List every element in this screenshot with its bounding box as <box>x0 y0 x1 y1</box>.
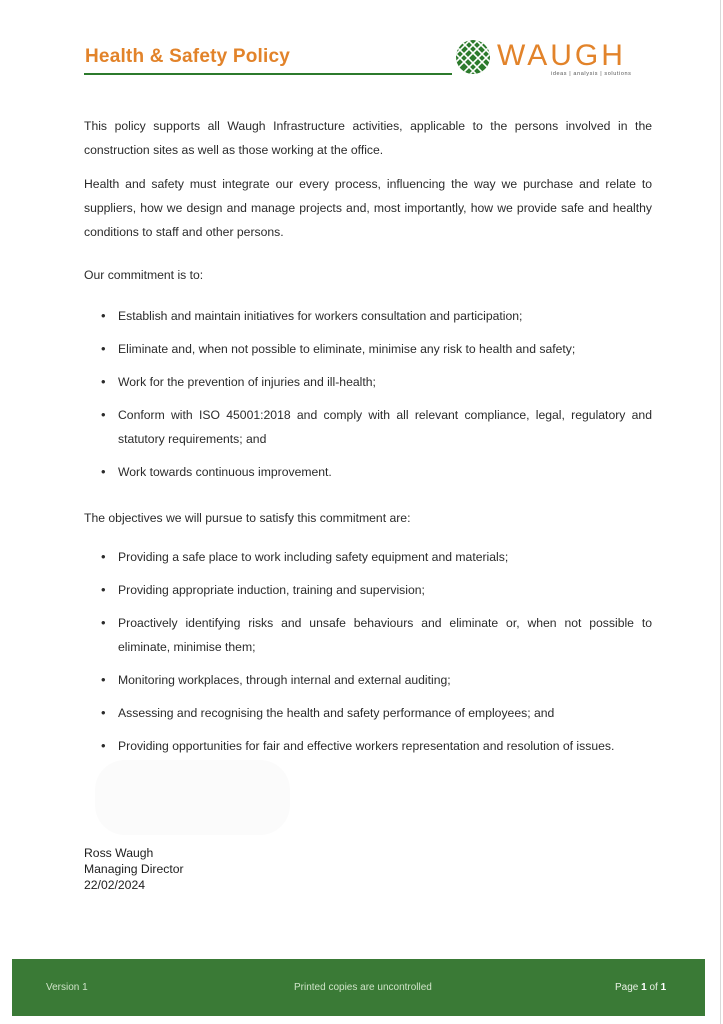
list-item: • Conform with ISO 45001:2018 and comply with all relevant compliance, legal, regulatory and statutory requirements; and <box>84 403 652 451</box>
list-item: • Assessing and recognising the health and safety performance of employees; and <box>84 701 652 725</box>
commitment-list <box>84 304 652 484</box>
page-title: Health & Safety Policy <box>85 46 291 67</box>
page-current: 1 <box>641 982 647 993</box>
list-item: • Work towards continuous improvement. <box>84 460 652 484</box>
list-item: • Providing opportunities for fair and effective workers representation and resolution of issues. <box>84 734 652 758</box>
list-item: • Providing a safe place to work including safety equipment and materials; <box>84 545 652 569</box>
title-divider <box>84 73 452 75</box>
page-total: 1 <box>660 982 667 993</box>
page-label: Page <box>615 982 639 993</box>
objectives-heading: The objectives we will pursue to satisfy this commitment are: <box>84 511 411 525</box>
footer-notice: Printed copies are uncontrolled <box>294 982 432 993</box>
objectives-list <box>84 545 652 758</box>
page-footer <box>12 959 705 1016</box>
list-item: • Establish and maintain initiatives for workers consultation and participation; <box>84 304 652 328</box>
signature-area <box>95 760 290 835</box>
signatory-block <box>84 845 184 893</box>
commitment-heading: Our commitment is to: <box>84 268 204 282</box>
page-edge <box>720 0 721 1024</box>
intro-paragraph-2: Health and safety must integrate our every process, influencing the way we purchase and relate to suppliers, how we design and manage projects and, most importantly, how we provide safe and healthy conditions to staff and other persons. <box>84 177 652 239</box>
company-logo <box>455 39 655 81</box>
intro-section <box>84 114 652 244</box>
list-item: • Eliminate and, when not possible to eliminate, minimise any risk to health and safety; <box>84 337 652 361</box>
list-item: • Proactively identifying risks and unsafe behaviours and eliminate or, when not possible to eliminate, minimise them; <box>84 611 652 659</box>
globe-logo-icon <box>455 39 491 75</box>
logo-tagline: ideas | analysis | solutions <box>551 71 632 77</box>
list-item: • Monitoring workplaces, through internal and external auditing; <box>84 668 652 692</box>
list-item: • Providing appropriate induction, training and supervision; <box>84 578 652 602</box>
footer-version: Version 1 <box>46 982 88 993</box>
footer-page-number <box>615 982 666 993</box>
signatory-role: Managing Director <box>84 862 184 876</box>
list-item: • Work for the prevention of injuries and ill-health; <box>84 370 652 394</box>
page-of: of <box>649 982 658 993</box>
intro-paragraph-1: This policy supports all Waugh Infrastructure activities, applicable to the persons involved in the construction sites as well as those working at the office. <box>84 119 652 157</box>
signatory-name: Ross Waugh <box>84 846 154 860</box>
logo-wordmark: WAUGH <box>497 39 626 72</box>
signatory-date: 22/02/2024 <box>84 878 145 892</box>
